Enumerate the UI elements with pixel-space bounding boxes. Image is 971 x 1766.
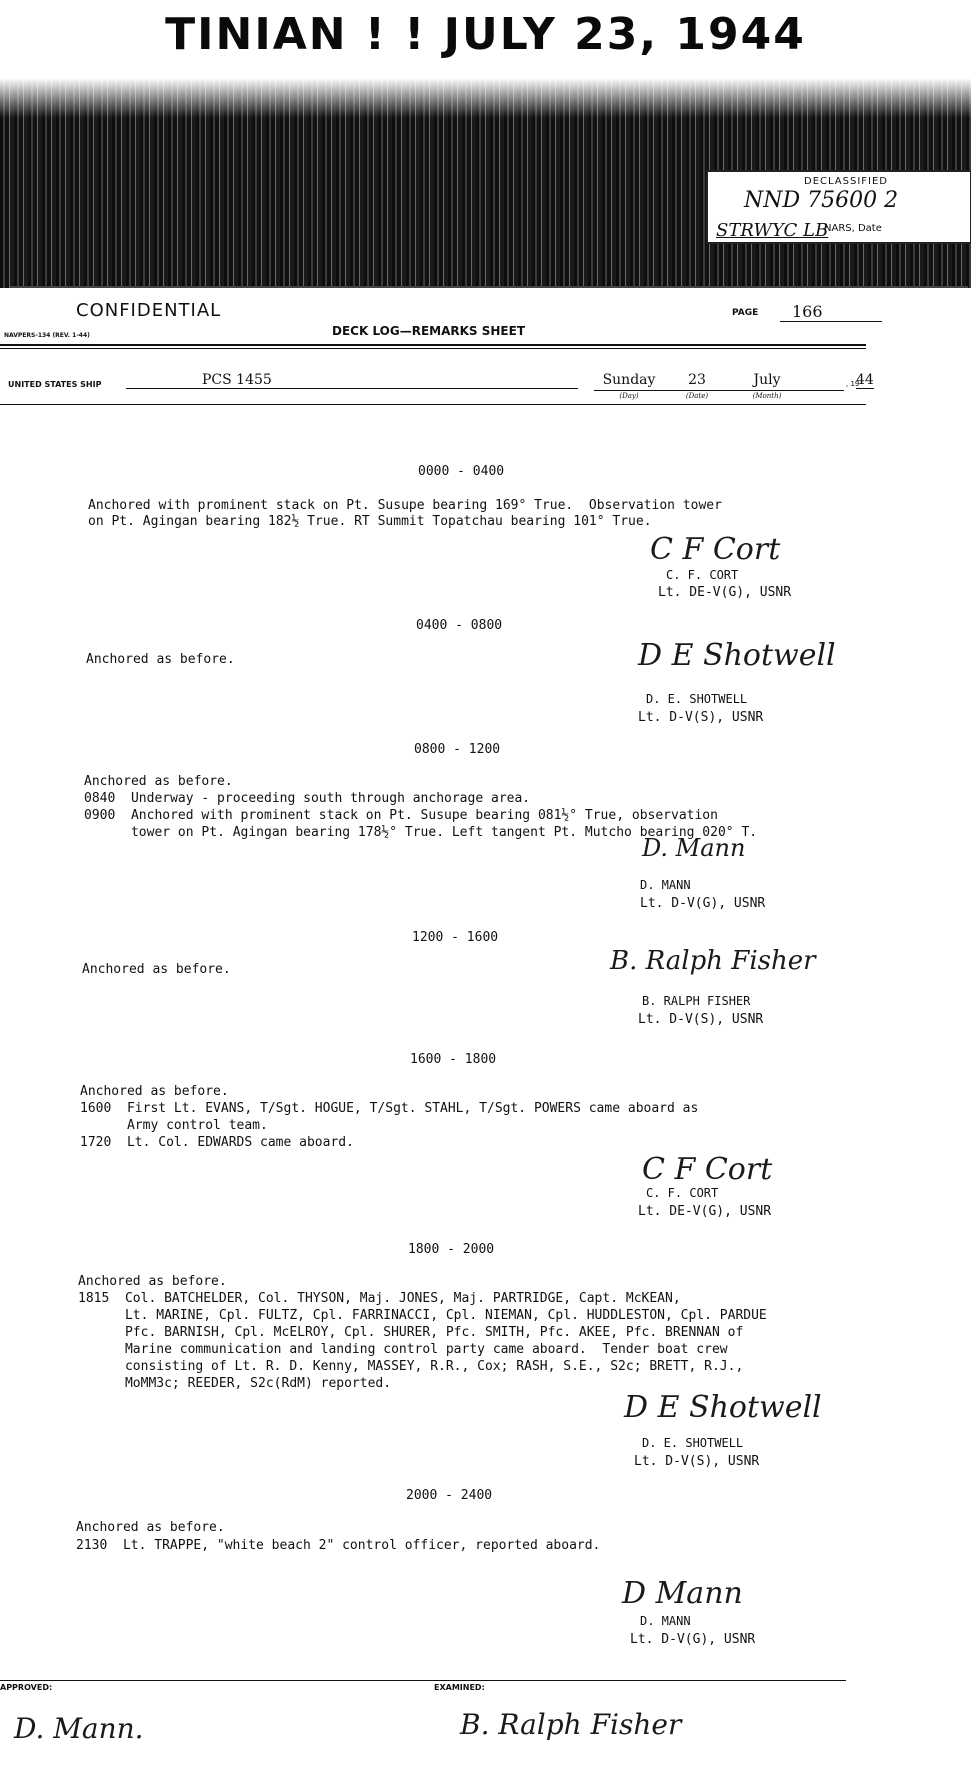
log-line: Anchored as before. [82, 962, 231, 977]
ship-name: PCS 1455 [202, 372, 272, 388]
officer-rank: Lt. D-V(S), USNR [638, 710, 764, 725]
day-caption: (Day) [619, 392, 639, 400]
log-line: Anchored as before. [80, 1084, 229, 1099]
officer-name: D. MANN [640, 878, 691, 892]
log-line: Anchored as before. [76, 1520, 225, 1535]
officer-name: D. E. SHOTWELL [646, 692, 748, 706]
log-line: MoMM3c; REEDER, S2c(RdM) reported. [78, 1376, 392, 1391]
log-line: Pfc. BARNISH, Cpl. McELROY, Cpl. SHURER, Pfc. SMITH, Pfc. AKEE, Pfc. BRENNAN of [78, 1325, 744, 1340]
officer-rank: Lt. DE-V(G), USNR [658, 585, 792, 600]
year-value: 44 [856, 372, 874, 388]
officer-name: B. RALPH FISHER [642, 994, 751, 1008]
officer-name: C. F. CORT [646, 1186, 719, 1200]
year-prefix: , 19 [846, 380, 860, 388]
stamp-by: STRWYC LB [716, 220, 829, 241]
stamp-nars-date: NARS, Date [824, 223, 882, 234]
watch-time: 0000 - 0400 [418, 464, 505, 479]
officer-name: D. MANN [640, 1614, 691, 1628]
stamp-authority: NND 75600 2 [744, 188, 899, 213]
log-line: Army control team. [80, 1118, 268, 1133]
log-line: Anchored as before. [84, 774, 233, 789]
date-field-line [594, 390, 844, 391]
log-line: 2130 Lt. TRAPPE, "white beach 2" control officer, reported aboard. [76, 1538, 601, 1553]
header-rule-lower [0, 404, 866, 405]
officer-signature: C F Cort [650, 532, 781, 567]
banner-title: TINIAN ! ! JULY 23, 1944 [165, 9, 806, 60]
log-line: tower on Pt. Agingan bearing 178½° True. Left tangent Pt. Mutcho bearing 020° T. [84, 825, 758, 840]
log-line: 0840 Underway - proceeding south through anchorage area. [84, 791, 531, 806]
officer-name: C. F. CORT [666, 568, 739, 582]
officer-rank: Lt. D-V(S), USNR [638, 1012, 764, 1027]
officer-signature: C F Cort [642, 1152, 773, 1187]
watch-time: 2000 - 2400 [406, 1488, 493, 1503]
officer-signature: D. Mann [642, 834, 746, 862]
page-number: 166 [780, 302, 882, 322]
examined-label: EXAMINED: [434, 1683, 485, 1692]
header-rule-thin [0, 348, 866, 349]
form-number: NAVPERS-134 (REV. 1-44) [4, 332, 90, 339]
watch-time: 0800 - 1200 [414, 742, 501, 757]
deck-log-sheet [4, 286, 968, 1766]
approved-label: APPROVED: [0, 1683, 53, 1692]
footer-rule [0, 1680, 846, 1681]
officer-signature: D Mann [622, 1576, 743, 1611]
watch-time: 1800 - 2000 [408, 1242, 495, 1257]
declassification-stamp [706, 170, 971, 244]
log-line: 1815 Col. BATCHELDER, Col. THYSON, Maj. JONES, Maj. PARTRIDGE, Capt. McKEAN, [78, 1291, 681, 1306]
log-line: 1720 Lt. Col. EDWARDS came aboard. [80, 1135, 354, 1150]
officer-name: D. E. SHOTWELL [642, 1436, 744, 1450]
officer-rank: Lt. DE-V(G), USNR [638, 1204, 772, 1219]
stamp-label: DECLASSIFIED [804, 176, 889, 187]
ship-field-line [126, 388, 578, 389]
date-value: 23 [688, 372, 706, 388]
watch-time: 1200 - 1600 [412, 930, 499, 945]
officer-rank: Lt. D-V(G), USNR [640, 896, 766, 911]
classification-label: CONFIDENTIAL [76, 300, 222, 321]
sheet-title: DECK LOG—REMARKS SHEET [332, 324, 526, 338]
log-line: Anchored with prominent stack on Pt. Susupe bearing 169° True. Observation tower [88, 498, 722, 513]
header-rule [0, 344, 866, 346]
officer-signature: D E Shotwell [624, 1390, 822, 1425]
officer-signature: D E Shotwell [638, 638, 836, 673]
date-caption: (Date) [685, 392, 709, 400]
log-line: consisting of Lt. R. D. Kenny, MASSEY, R.R., Cox; RASH, S.E., S2c; BRETT, R.J., [78, 1359, 744, 1374]
log-line: 1600 First Lt. EVANS, T/Sgt. HOGUE, T/Sgt. STAHL, T/Sgt. POWERS came aboard as [80, 1101, 699, 1116]
examined-signature: B. Ralph Fisher [460, 1708, 682, 1741]
log-line: Anchored as before. [78, 1274, 227, 1289]
log-line: Anchored as before. [86, 652, 235, 667]
log-line: on Pt. Agingan bearing 182½ True. RT Summit Topatchau bearing 101° True. [88, 514, 652, 529]
month-value: July [753, 372, 781, 388]
ship-label: UNITED STATES SHIP [8, 380, 102, 389]
approved-signature: D. Mann. [14, 1712, 144, 1745]
month-caption: (Month) [752, 392, 782, 400]
officer-rank: Lt. D-V(S), USNR [634, 1454, 760, 1469]
watch-time: 0400 - 0800 [416, 618, 503, 633]
page-label: PAGE [732, 308, 759, 318]
watch-time: 1600 - 1800 [410, 1052, 497, 1067]
log-line: Lt. MARINE, Cpl. FULTZ, Cpl. FARRINACCI, Cpl. NIEMAN, Cpl. HUDDLESTON, Cpl. PARDUE [78, 1308, 767, 1323]
day-value: Sunday [602, 372, 656, 388]
scan-noise-fade [0, 78, 971, 118]
log-line: 0900 Anchored with prominent stack on Pt. Susupe bearing 081½° True, observation [84, 808, 718, 823]
officer-signature: B. Ralph Fisher [610, 946, 816, 976]
officer-rank: Lt. D-V(G), USNR [630, 1632, 756, 1647]
log-line: Marine communication and landing control party came aboard. Tender boat crew [78, 1342, 728, 1357]
